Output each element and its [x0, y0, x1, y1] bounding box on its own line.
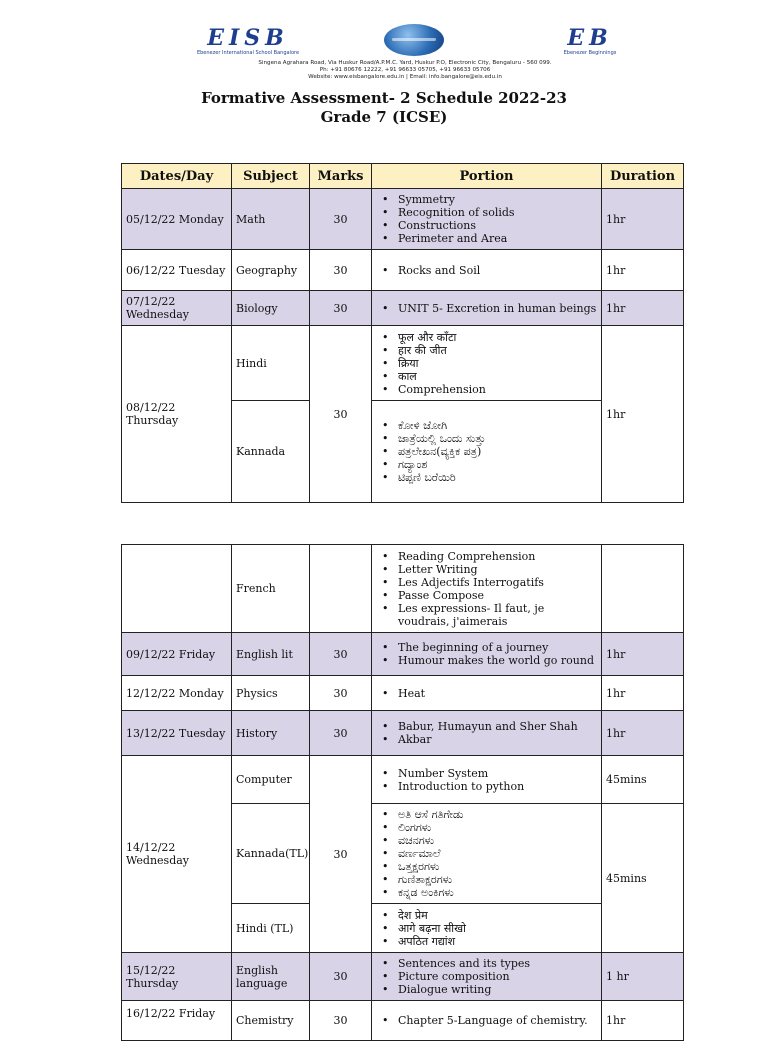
portion-item: • Heat — [398, 687, 597, 700]
portion-item: • ಕನ್ನಡ ಅಂಕಿಗಳು — [398, 886, 597, 899]
duration-cell: 1hr — [602, 676, 684, 711]
logo-tagline-left: Ebenezer International School Bangalore — [196, 50, 300, 56]
portion-item: • फूल और काँटा — [398, 331, 597, 344]
duration-cell: 45mins — [602, 756, 684, 804]
table-row — [122, 189, 684, 250]
portion-item: • Chapter 5-Language of chemistry. — [398, 1014, 597, 1027]
portion-list — [376, 720, 597, 746]
logo-tagline-right: Ebenezer Beginnings — [563, 50, 617, 56]
portion-item: • ಒತ್ತಕ್ಷರಗಳು — [398, 860, 597, 873]
portion-list — [376, 302, 597, 315]
portion-item: • ವರ್ಣಮಾಲೆ — [398, 847, 597, 860]
portion-cell — [372, 633, 602, 676]
letterhead — [170, 22, 640, 82]
portion-item: • ಲಿಂಗಗಳು — [398, 821, 597, 834]
marks-cell: 30 — [310, 1001, 372, 1041]
web-email-line: Website: www.eisbangalore.edu.in | Email: info.bangalore@eis.edu.in — [308, 74, 502, 80]
header-portion: Portion — [372, 164, 602, 189]
date-cell: 05/12/22 Monday — [122, 189, 232, 250]
portion-item: • हार की जीत — [398, 344, 597, 357]
portion-list — [376, 909, 597, 948]
date-cell: 08/12/22 Thursday — [122, 326, 232, 503]
subject-cell: Biology — [232, 291, 310, 326]
portion-item: • Babur, Humayun and Sher Shah — [398, 720, 597, 733]
portion-list — [376, 808, 597, 899]
portion-item: • ಗದ್ಯಾಂಶ — [398, 458, 597, 471]
school-address — [170, 60, 640, 81]
subject-cell: French — [232, 545, 310, 633]
header-marks: Marks — [310, 164, 372, 189]
portion-item: • Recognition of solids — [398, 206, 597, 219]
subject-cell: Chemistry — [232, 1001, 310, 1041]
portion-item: • ಟಿಪ್ಪಣಿ ಬರೆಯಿರಿ — [398, 471, 597, 484]
portion-item: • Reading Comprehension — [398, 550, 597, 563]
portion-item: • ವಚನಗಳು — [398, 834, 597, 847]
date-cell: 15/12/22 Thursday — [122, 953, 232, 1001]
table-row — [122, 711, 684, 756]
portion-item: • Picture composition — [398, 970, 597, 983]
portion-list — [376, 419, 597, 484]
portion-item: • Comprehension — [398, 383, 597, 396]
table-row — [122, 250, 684, 291]
portion-cell — [372, 953, 602, 1001]
page-title: Formative Assessment- 2 Schedule 2022-23 — [201, 89, 567, 107]
subject-cell: Physics — [232, 676, 310, 711]
portion-list — [376, 331, 597, 396]
date-cell: 12/12/22 Monday — [122, 676, 232, 711]
duration-cell: 1hr — [602, 291, 684, 326]
marks-cell: 30 — [310, 711, 372, 756]
marks-cell: 30 — [310, 291, 372, 326]
portion-item: • ಅತಿ ಆಸೆ ಗತಿಗೇಡು — [398, 808, 597, 821]
address-line: Singena Agrahara Road, Via Huskur Road/A.P.M.C. Yard, Huskur P.O, Electronic City, Bengaluru - 560 099. — [258, 60, 552, 66]
table-row — [122, 326, 684, 401]
portion-item: • Letter Writing — [398, 563, 597, 576]
duration-cell: 1hr — [602, 711, 684, 756]
date-cell: 13/12/22 Tuesday — [122, 711, 232, 756]
subject-cell: English language — [232, 953, 310, 1001]
portion-item: • क्रिया — [398, 357, 597, 370]
portion-item: • Constructions — [398, 219, 597, 232]
portion-item: • ಪತ್ರಲೇಖನ(ವ್ಯಕ್ತಿಕ ಪತ್ರ) — [398, 445, 597, 458]
portion-list — [376, 1014, 597, 1027]
date-cell: 16/12/22 Friday — [122, 1001, 232, 1041]
table-row — [122, 545, 684, 633]
portion-item: • देश प्रेम — [398, 909, 597, 922]
duration-cell — [602, 545, 684, 633]
globe-emblem-icon — [384, 24, 444, 56]
schedule-table — [121, 163, 684, 503]
portion-cell — [372, 904, 602, 953]
table-row — [122, 291, 684, 326]
portion-list — [376, 767, 597, 793]
portion-cell — [372, 291, 602, 326]
portion-item: • Les expressions- Il faut, je voudrais, j'aimerais — [398, 602, 597, 628]
subject-cell: Kannada — [232, 401, 310, 503]
marks-cell: 30 — [310, 756, 372, 953]
portion-item: • Sentences and its types — [398, 957, 597, 970]
portion-cell — [372, 189, 602, 250]
duration-cell: 1hr — [602, 326, 684, 503]
portion-item: • UNIT 5- Excretion in human beings — [398, 302, 597, 315]
portion-list — [376, 550, 597, 628]
marks-cell: 30 — [310, 676, 372, 711]
portion-item: • Dialogue writing — [398, 983, 597, 996]
duration-cell: 1hr — [602, 633, 684, 676]
marks-cell: 30 — [310, 326, 372, 503]
portion-item: • Passe Compose — [398, 589, 597, 602]
portion-list — [376, 641, 597, 667]
portion-item: • ಜಾತ್ರೆಯಲ್ಲಿ ಒಂದು ಸುತ್ತು — [398, 432, 597, 445]
portion-item: • Perimeter and Area — [398, 232, 597, 245]
portion-list — [376, 193, 597, 245]
marks-cell — [310, 545, 372, 633]
header-subject: Subject — [232, 164, 310, 189]
portion-item: • Introduction to python — [398, 780, 597, 793]
marks-cell: 30 — [310, 953, 372, 1001]
subject-cell: History — [232, 711, 310, 756]
logo-text-left: EISB — [207, 25, 289, 51]
subject-cell: Hindi (TL) — [232, 904, 310, 953]
duration-cell: 45mins — [602, 804, 684, 953]
portion-item: • ಗುಣಿತಾಕ್ಷರಗಳು — [398, 873, 597, 886]
page-subtitle: Grade 7 (ICSE) — [320, 108, 448, 126]
portion-item: • काल — [398, 370, 597, 383]
portion-item: • Humour makes the world go round — [398, 654, 597, 667]
table-row — [122, 633, 684, 676]
portion-item: • आगे बढ़ना सीखो — [398, 922, 597, 935]
schedule-table-continued — [121, 544, 684, 1041]
duration-cell: 1hr — [602, 250, 684, 291]
table-row — [122, 1001, 684, 1041]
phone-line: Ph: +91 80676 12222, +91 96633 05705, +91 96633 05706 — [319, 67, 491, 73]
portion-list — [376, 957, 597, 996]
date-cell — [122, 545, 232, 633]
portion-item: • The beginning of a journey — [398, 641, 597, 654]
marks-cell: 30 — [310, 189, 372, 250]
subject-cell: Math — [232, 189, 310, 250]
portion-cell — [372, 401, 602, 503]
logo-text-right: EB — [567, 25, 613, 51]
portion-cell — [372, 250, 602, 291]
table-row — [122, 756, 684, 804]
subject-cell: Kannada(TL) — [232, 804, 310, 904]
portion-cell — [372, 326, 602, 401]
marks-cell: 30 — [310, 250, 372, 291]
portion-list — [376, 687, 597, 700]
portion-cell — [372, 545, 602, 633]
portion-cell — [372, 676, 602, 711]
portion-item: • अपठित गद्यांश — [398, 935, 597, 948]
portion-cell — [372, 756, 602, 804]
portion-list — [376, 264, 597, 277]
portion-item: • ಕೋಳಿ ಜೋಗಿ — [398, 419, 597, 432]
portion-cell — [372, 1001, 602, 1041]
subject-cell: Hindi — [232, 326, 310, 401]
date-cell: 14/12/22 Wednesday — [122, 756, 232, 953]
beginnings-logo — [540, 26, 640, 57]
subject-cell: English lit — [232, 633, 310, 676]
date-cell: 06/12/22 Tuesday — [122, 250, 232, 291]
portion-item: • Number System — [398, 767, 597, 780]
table-header-row — [122, 164, 684, 189]
header-duration: Duration — [602, 164, 684, 189]
date-cell: 07/12/22 Wednesday — [122, 291, 232, 326]
header-dates: Dates/Day — [122, 164, 232, 189]
date-cell: 09/12/22 Friday — [122, 633, 232, 676]
portion-item: • Les Adjectifs Interrogatifs — [398, 576, 597, 589]
portion-item: • Symmetry — [398, 193, 597, 206]
portion-item: • Akbar — [398, 733, 597, 746]
table-row — [122, 676, 684, 711]
school-logo — [178, 26, 318, 57]
duration-cell: 1 hr — [602, 953, 684, 1001]
table-row — [122, 953, 684, 1001]
portion-item: • Rocks and Soil — [398, 264, 597, 277]
subject-cell: Computer — [232, 756, 310, 804]
subject-cell: Geography — [232, 250, 310, 291]
portion-cell — [372, 804, 602, 904]
marks-cell: 30 — [310, 633, 372, 676]
portion-cell — [372, 711, 602, 756]
duration-cell: 1hr — [602, 189, 684, 250]
duration-cell: 1hr — [602, 1001, 684, 1041]
